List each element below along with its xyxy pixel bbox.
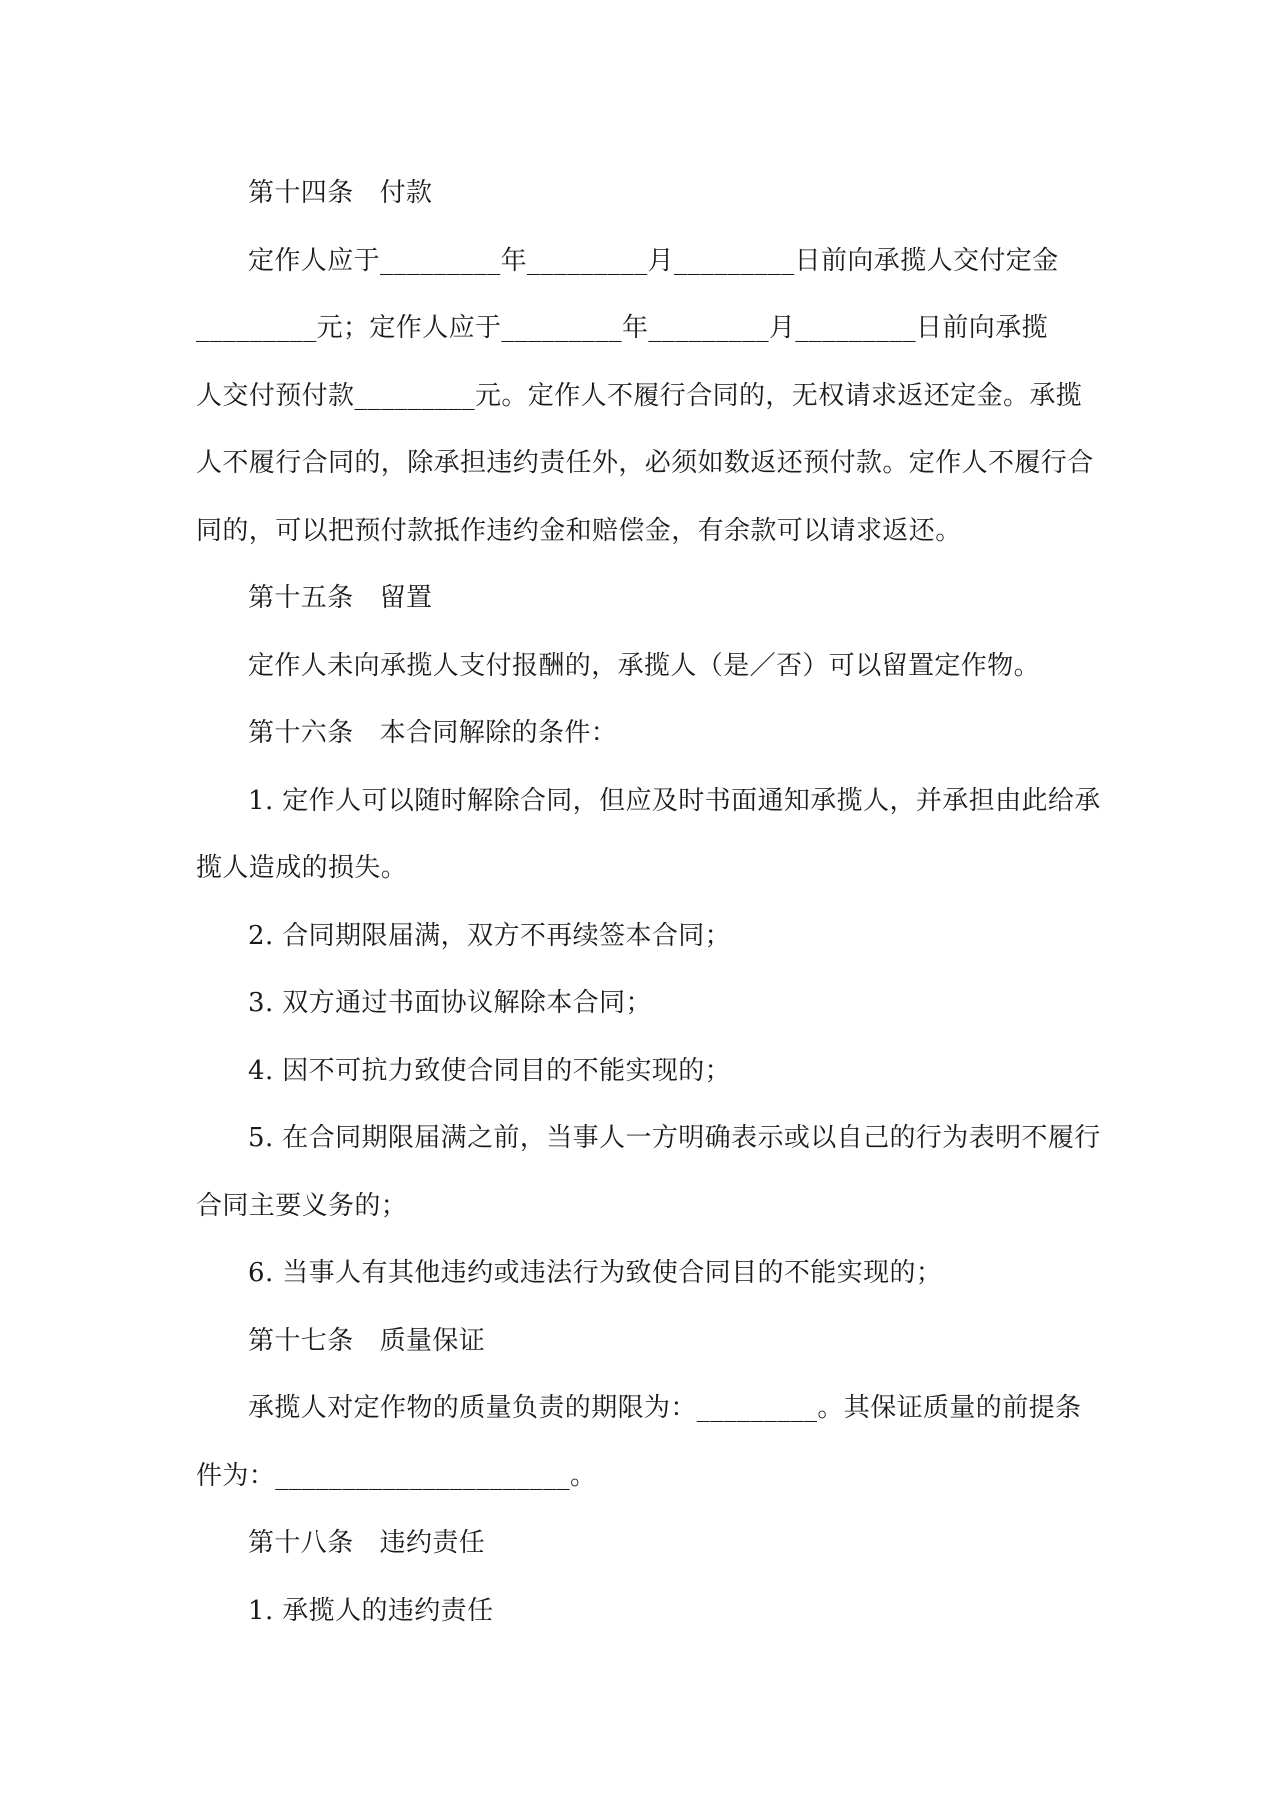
article-14-line-3: 人交付预付款_________元。定作人不履行合同的，无权请求返还定金。承揽 <box>196 380 1083 411</box>
item-text: 承揽人的违约责任 <box>282 1595 494 1626</box>
article-16-item-4 <box>196 1038 1086 1106</box>
item-number: 3. <box>248 988 274 1018</box>
item-number: 1. <box>248 785 274 816</box>
article-17-line-1: 承揽人对定作物的质量负责的期限为：_________。其保证质量的前提条 <box>248 1393 1082 1423</box>
item-number: 5. <box>248 1123 274 1153</box>
item-text: 定作人可以随时解除合同，但应及时书面通知承揽人，并承担由此给承 <box>282 785 1101 816</box>
article-15-heading <box>196 565 1086 633</box>
contract-page <box>196 160 1101 1645</box>
article-18-title: 违约责任 <box>379 1528 486 1558</box>
article-16-item-2 <box>196 903 1086 971</box>
article-14-line-2: _________元；定作人应于_________年_________月_________日前向承揽 <box>196 313 1049 343</box>
article-16-item-1-cont: 揽人造成的损失。 <box>196 853 408 883</box>
article-14-line-4: 人不履行合同的，除承担违约责任外，必须如数返还预付款。定作人不履行合 <box>196 448 1094 478</box>
item-number: 4. <box>248 1055 274 1086</box>
article-14-line-1: 定作人应于_________年_________月_________日前向承揽人交付定金 <box>248 245 1059 276</box>
article-16-heading <box>196 700 1086 768</box>
article-14-heading <box>196 160 1086 228</box>
article-15-number: 第十五条 <box>248 583 354 613</box>
article-17-title: 质量保证 <box>379 1325 486 1356</box>
item-number: 1. <box>248 1595 274 1626</box>
article-18-number: 第十八条 <box>248 1528 354 1558</box>
item-text: 在合同期限届满之前，当事人一方明确表示或以自己的行为表明不履行 <box>282 1123 1101 1153</box>
item-text: 双方通过书面协议解除本合同； <box>282 988 652 1018</box>
item-text: 合同期限届满，双方不再续签本合同； <box>282 920 732 951</box>
article-14-number: 第十四条 <box>248 178 354 208</box>
article-16-title: 本合同解除的条件： <box>379 718 618 748</box>
item-text: 当事人有其他违约或违法行为致使合同目的不能实现的； <box>282 1258 943 1288</box>
article-16-item-6 <box>196 1240 1086 1308</box>
article-15-title: 留置 <box>379 583 433 613</box>
article-17-line-2: 件为：______________________。 <box>196 1460 597 1491</box>
item-number: 2. <box>248 920 274 951</box>
article-16-item-3 <box>196 970 1086 1038</box>
article-16-item-5 <box>196 1105 1101 1173</box>
article-15-line: 定作人未向承揽人支付报酬的，承揽人（是／否）可以留置定作物。 <box>248 650 1041 681</box>
article-17-number: 第十七条 <box>248 1325 354 1356</box>
article-16-item-5-cont: 合同主要义务的； <box>196 1190 408 1221</box>
article-16-item-1 <box>196 768 1101 836</box>
item-number: 6. <box>248 1258 274 1288</box>
article-16-number: 第十六条 <box>248 718 354 748</box>
article-18-heading <box>196 1510 1086 1578</box>
article-14-title: 付款 <box>379 178 433 208</box>
article-17-heading <box>196 1308 1086 1376</box>
article-18-item-1 <box>196 1578 1086 1646</box>
item-text: 因不可抗力致使合同目的不能实现的； <box>282 1055 732 1086</box>
article-14-line-5: 同的，可以把预付款抵作违约金和赔偿金，有余款可以请求返还。 <box>196 515 962 546</box>
